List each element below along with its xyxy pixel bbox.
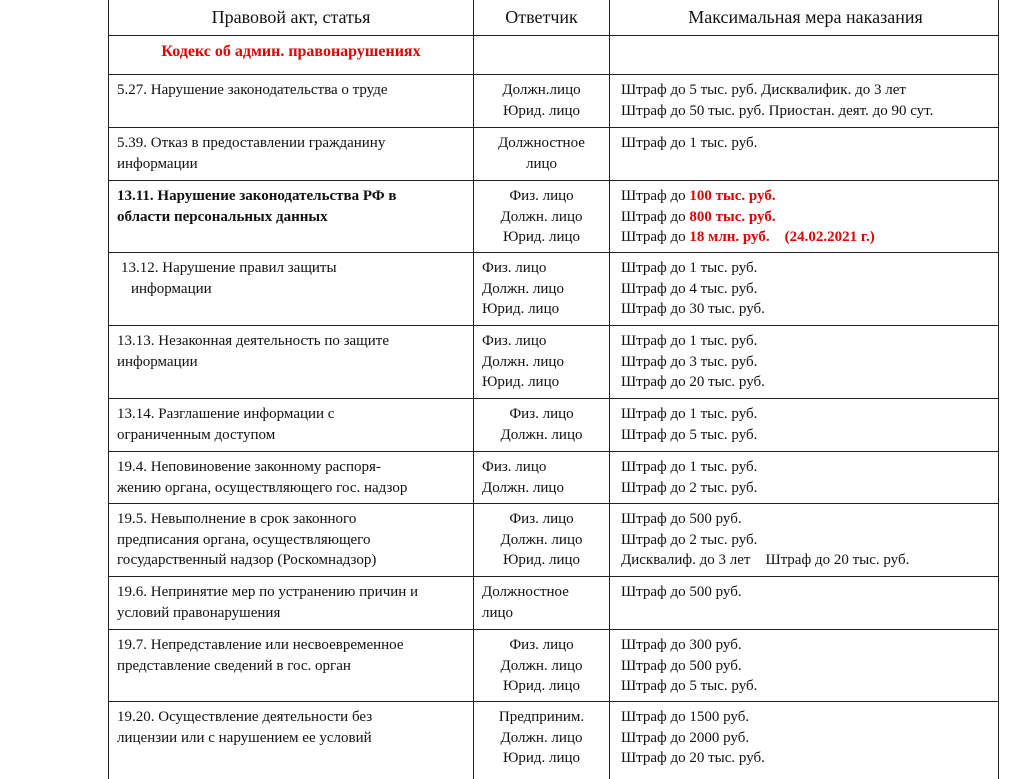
penalty-amount-highlight: 18 млн. руб. (24.02.2021 г.)	[689, 229, 875, 245]
penalty-line: Штраф до 1 тыс. руб.	[621, 406, 758, 422]
act-line: 5.39. Отказ в предоставлении гражданину	[117, 135, 386, 151]
respondent-cell	[474, 181, 610, 252]
respondent-line: Юрид. лицо	[502, 552, 581, 568]
penalty-cell	[610, 181, 998, 252]
respondent-line: Юрид. лицо	[502, 750, 581, 766]
table-row	[109, 181, 998, 253]
respondent-line: Должн. лицо	[482, 280, 564, 297]
table-row	[109, 504, 998, 577]
respondent-line: Должн. лицо	[500, 531, 583, 548]
act-line: ограниченным доступом	[117, 426, 276, 443]
act-cell	[109, 181, 474, 252]
penalty-line: Штраф до 1 тыс. руб.	[621, 135, 758, 151]
penalty-line: Штраф до 300 руб.	[621, 637, 742, 653]
respondent-line: Должностное	[498, 135, 585, 151]
header-respondent: Ответчик	[474, 0, 610, 35]
act-line: лицензии или с нарушением ее условий	[117, 729, 372, 746]
act-cell	[109, 399, 474, 451]
respondent-line: Физ. лицо	[509, 406, 574, 422]
act-line: 19.4. Неповиновение законному распоря-	[117, 459, 381, 475]
respondent-line: Юрид. лицо	[482, 301, 560, 317]
penalty-cell	[610, 253, 998, 325]
table-row	[109, 128, 998, 181]
penalty-cell	[610, 326, 998, 398]
penalty-line: Штраф до 500 руб.	[621, 511, 742, 527]
respondent-line: Физ. лицо	[509, 637, 574, 653]
penalty-line: Штраф до 20 тыс. руб.	[621, 374, 765, 390]
penalty-cell	[610, 504, 998, 576]
respondent-line: Юрид. лицо	[502, 678, 581, 694]
penalty-cell	[610, 630, 998, 701]
act-cell	[109, 452, 474, 503]
act-line: 19.7. Непредставление или несвоевременное	[117, 637, 404, 653]
penalty-prefix: Штраф до	[621, 208, 690, 225]
act-line: государственный надзор (Роскомнадзор)	[117, 552, 377, 568]
penalty-line: Штраф до 30 тыс. руб.	[621, 301, 765, 317]
table-row	[109, 253, 998, 326]
respondent-line: Должн. лицо	[500, 657, 583, 674]
act-line: представление сведений в гос. орган	[117, 657, 351, 674]
penalty-line: Штраф до 1500 руб.	[621, 709, 750, 725]
penalty-line: Штраф до 5 тыс. руб. Дисквалифик. до 3 лет	[621, 82, 906, 98]
respondent-line: Должн.лицо	[502, 82, 581, 98]
penalty-line	[621, 186, 990, 207]
penalty-amount-highlight: 800 тыс. руб.	[689, 208, 776, 225]
section-empty-cell	[474, 36, 610, 74]
act-line: 13.12. Нарушение правил защиты	[121, 260, 337, 276]
respondent-line: Юрид. лицо	[502, 102, 581, 119]
penalty-line	[621, 207, 990, 228]
act-line: предписания органа, осуществляющего	[117, 531, 371, 548]
penalties-table	[108, 0, 999, 779]
act-line: 19.6. Непринятие мер по устранению причин и	[117, 584, 419, 600]
act-line: информации	[131, 280, 212, 297]
act-line: условий правонарушения	[117, 604, 281, 621]
penalty-prefix: Штраф до	[621, 188, 690, 204]
respondent-line: Юрид. лицо	[502, 229, 581, 245]
table-row	[109, 326, 998, 399]
penalty-cell	[610, 399, 998, 451]
table-row	[109, 399, 998, 452]
penalty-amount-highlight: 100 тыс. руб.	[689, 188, 776, 204]
penalty-line: Штраф до 1 тыс. руб.	[621, 333, 758, 349]
respondent-line: Должн. лицо	[500, 729, 583, 746]
respondent-line: Предприним.	[498, 709, 585, 725]
respondent-line: Должн. лицо	[500, 208, 583, 225]
act-cell	[109, 630, 474, 701]
header-max-penalty: Максимальная мера наказания	[688, 7, 923, 27]
section-empty-cell	[610, 36, 998, 74]
act-line: информации	[117, 155, 198, 172]
act-cell	[109, 75, 474, 127]
respondent-line: Физ. лицо	[509, 511, 574, 527]
respondent-line: Физ. лицо	[482, 459, 547, 475]
respondent-line: Юрид. лицо	[482, 374, 560, 390]
act-cell	[109, 504, 474, 576]
respondent-cell	[474, 504, 610, 576]
act-line: 13.11. Нарушение законодательства РФ в	[117, 188, 397, 204]
act-line: 13.13. Незаконная деятельность по защите	[117, 333, 389, 349]
act-cell	[109, 128, 474, 180]
penalty-line: Штраф до 5 тыс. руб.	[621, 678, 758, 694]
penalty-line: Штраф до 20 тыс. руб.	[621, 750, 765, 766]
penalty-line: Штраф до 3 тыс. руб.	[621, 353, 758, 370]
act-cell	[109, 702, 474, 779]
penalty-cell	[610, 128, 998, 180]
penalty-line: Штраф до 500 руб.	[621, 584, 742, 600]
header-legal-act: Правовой акт, статья	[109, 0, 474, 35]
penalty-line: Штраф до 2 тыс. руб.	[621, 479, 758, 496]
respondent-line: лицо	[482, 604, 514, 621]
respondent-line: Физ. лицо	[482, 260, 547, 276]
penalty-line: Штраф до 500 руб.	[621, 657, 742, 674]
respondent-line: Должн. лицо	[482, 353, 564, 370]
penalty-line: Штраф до 2000 руб.	[621, 729, 750, 746]
respondent-cell	[474, 630, 610, 701]
section-title: Кодекс об админ. правонарушениях	[109, 36, 474, 74]
table-row	[109, 75, 998, 128]
respondent-cell	[474, 452, 610, 503]
respondent-line: лицо	[525, 155, 558, 172]
respondent-line: Должн. лицо	[482, 479, 564, 496]
penalty-line	[621, 227, 990, 248]
table-header-row	[109, 0, 998, 36]
respondent-cell	[474, 128, 610, 180]
respondent-cell	[474, 577, 610, 629]
act-line: 5.27. Нарушение законодательства о труде	[117, 82, 388, 98]
act-cell	[109, 326, 474, 398]
penalty-cell	[610, 75, 998, 127]
table-row	[109, 702, 998, 779]
table-row	[109, 577, 998, 630]
respondent-line: Должн. лицо	[500, 426, 583, 443]
table-row	[109, 630, 998, 702]
respondent-cell	[474, 702, 610, 779]
respondent-cell	[474, 326, 610, 398]
respondent-line: Должностное	[482, 584, 569, 600]
penalty-line: Штраф до 50 тыс. руб. Приостан. деят. до 90 сут.	[621, 102, 934, 119]
penalty-line: Штраф до 1 тыс. руб.	[621, 260, 758, 276]
act-line: 19.20. Осуществление деятельности без	[117, 709, 373, 725]
respondent-cell	[474, 75, 610, 127]
penalty-cell	[610, 577, 998, 629]
act-line: 19.5. Невыполнение в срок законного	[117, 511, 357, 527]
respondent-cell	[474, 399, 610, 451]
act-line: области персональных данных	[117, 208, 328, 225]
act-line: 13.14. Разглашение информации с	[117, 406, 335, 422]
penalty-line: Штраф до 5 тыс. руб.	[621, 426, 758, 443]
respondent-line: Физ. лицо	[482, 333, 547, 349]
penalty-cell	[610, 702, 998, 779]
penalty-prefix: Штраф до	[621, 229, 690, 245]
act-line: жению органа, осуществляющего гос. надзор	[117, 479, 408, 496]
act-line: информации	[117, 353, 198, 370]
act-cell	[109, 253, 474, 325]
penalty-line: Штраф до 2 тыс. руб.	[621, 531, 758, 548]
penalty-cell	[610, 452, 998, 503]
respondent-line: Физ. лицо	[509, 188, 574, 204]
respondent-cell	[474, 253, 610, 325]
penalty-line: Штраф до 4 тыс. руб.	[621, 280, 758, 297]
table-row	[109, 452, 998, 504]
penalty-line: Дисквалиф. до 3 лет Штраф до 20 тыс. руб.	[621, 552, 910, 568]
act-cell	[109, 577, 474, 629]
section-row	[109, 36, 998, 75]
penalty-line: Штраф до 1 тыс. руб.	[621, 459, 758, 475]
